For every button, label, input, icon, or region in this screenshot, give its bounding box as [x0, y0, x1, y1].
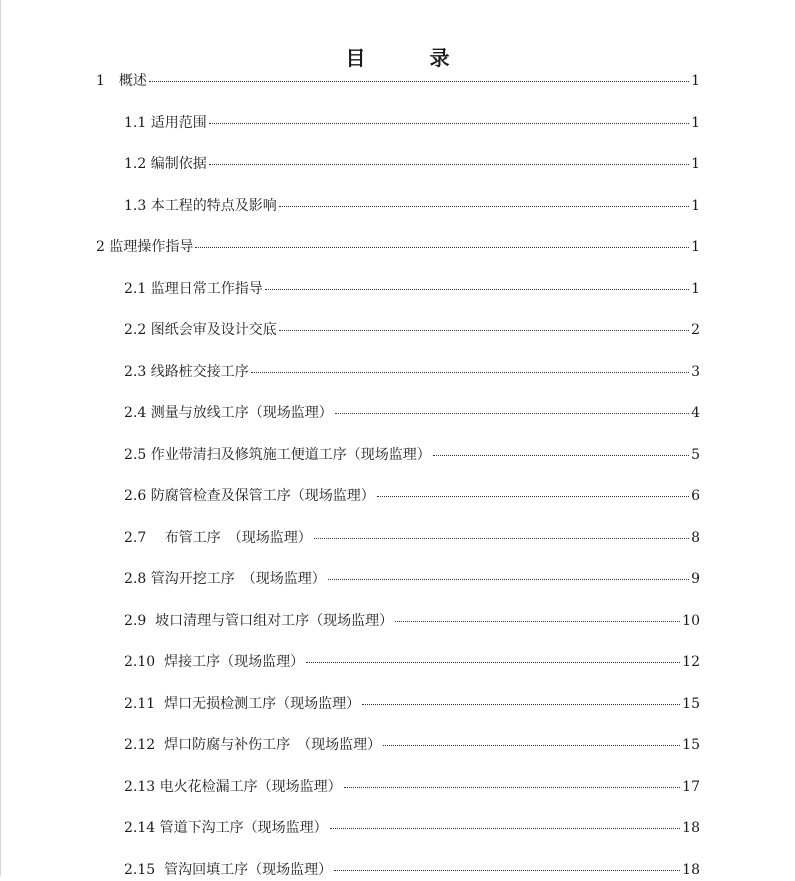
toc-entry-page: 5 — [691, 447, 700, 463]
toc-entry[interactable] — [124, 859, 700, 881]
toc-entry[interactable] — [124, 319, 700, 341]
toc-entry[interactable] — [124, 734, 700, 756]
toc-entry-label: 2.4 测量与放线工序（现场监理） — [124, 405, 333, 421]
toc-entry[interactable] — [124, 153, 700, 175]
dot-leader — [377, 496, 689, 497]
toc-entry-page: 12 — [682, 654, 700, 670]
toc-entry-page: 8 — [691, 530, 700, 546]
toc-entry-page: 1 — [691, 198, 700, 214]
dot-leader — [328, 579, 689, 580]
toc-entry-page: 15 — [682, 737, 700, 753]
toc-entry-page: 6 — [691, 488, 700, 504]
toc-entry-page: 1 — [691, 239, 700, 255]
dot-leader — [395, 621, 680, 622]
toc-entry-label: 2.1 监理日常工作指导 — [124, 281, 263, 297]
dot-leader — [314, 538, 689, 539]
dot-leader — [433, 455, 689, 456]
toc-entry-label: 1 概述 — [96, 73, 147, 89]
toc-entry-label: 2.14 管道下沟工序（现场监理） — [124, 820, 328, 836]
toc-entry[interactable] — [124, 112, 700, 134]
toc-entry-page: 9 — [691, 571, 700, 587]
toc-entry-label: 2.3 线路桩交接工序 — [124, 364, 249, 380]
toc-entry[interactable] — [124, 817, 700, 839]
toc-entry[interactable] — [124, 651, 700, 673]
toc-entry[interactable] — [124, 693, 700, 715]
toc-entry-page: 1 — [691, 73, 700, 89]
toc-entry[interactable] — [124, 361, 700, 383]
toc-entry[interactable] — [124, 568, 700, 590]
toc-entry[interactable] — [124, 195, 700, 217]
dot-leader — [265, 289, 689, 290]
toc-entry-label: 1.2 编制依据 — [124, 156, 207, 172]
dot-leader — [362, 704, 680, 705]
dot-leader — [383, 745, 680, 746]
toc-entry[interactable] — [96, 70, 700, 92]
toc-entry-label: 2.6 防腐管检查及保管工序（现场监理） — [124, 488, 375, 504]
toc-entry[interactable] — [124, 527, 700, 549]
toc-entry[interactable] — [124, 278, 700, 300]
toc-entry[interactable] — [124, 610, 700, 632]
toc-entry-label: 2 监理操作指导 — [96, 239, 194, 255]
toc-entry-page: 10 — [682, 613, 700, 629]
toc-entry-page: 18 — [682, 820, 700, 836]
toc-entry-label: 2.12 焊口防腐与补伤工序 （现场监理） — [124, 737, 382, 753]
dot-leader — [344, 787, 681, 788]
toc-entry-label: 2.15 管沟回填工序（现场监理） — [124, 862, 333, 878]
toc-entry-page: 4 — [691, 405, 700, 421]
toc-entry-label: 2.2 图纸会审及设计交底 — [124, 322, 277, 338]
dot-leader — [209, 123, 689, 124]
page-edge — [0, 0, 1, 876]
dot-leader — [334, 870, 680, 871]
toc-entry-page: 17 — [682, 779, 700, 795]
toc-entry-label: 1.3 本工程的特点及影响 — [124, 198, 277, 214]
dot-leader — [251, 372, 689, 373]
toc-entry-page: 15 — [682, 696, 700, 712]
toc-entry-label: 2.13 电火花检漏工序（现场监理） — [124, 779, 342, 795]
toc-entry-page: 1 — [691, 156, 700, 172]
dot-leader — [279, 330, 689, 331]
toc-entry-label: 2.5 作业带清扫及修筑施工便道工序（现场监理） — [124, 447, 431, 463]
toc-entry-page: 1 — [691, 115, 700, 131]
toc-entry[interactable] — [124, 402, 700, 424]
toc-entry-label: 2.7 布管工序 （现场监理） — [124, 530, 312, 546]
toc-entry-label: 2.9 坡口清理与管口组对工序（现场监理） — [124, 613, 394, 629]
dot-leader — [335, 413, 689, 414]
toc-entry[interactable] — [124, 485, 700, 507]
dot-leader — [149, 81, 689, 82]
toc-entry[interactable] — [96, 236, 700, 258]
toc-entry-label: 2.8 管沟开挖工序 （现场监理） — [124, 571, 326, 587]
toc-entry-page: 1 — [691, 281, 700, 297]
toc-entry[interactable] — [124, 444, 700, 466]
toc-entry-page: 2 — [691, 322, 700, 338]
toc-entry-page: 3 — [691, 364, 700, 380]
toc-entry-label: 1.1 适用范围 — [124, 115, 207, 131]
dot-leader — [195, 247, 689, 248]
toc-entry-label: 2.10 焊接工序（现场监理） — [124, 654, 305, 670]
dot-leader — [209, 164, 689, 165]
dot-leader — [330, 828, 681, 829]
toc-title: 目 录 — [345, 46, 472, 70]
toc-entry-label: 2.11 焊口无损检测工序（现场监理） — [124, 696, 361, 712]
toc-entry[interactable] — [124, 776, 700, 798]
dot-leader — [306, 662, 680, 663]
dot-leader — [279, 206, 689, 207]
toc-entry-page: 18 — [682, 862, 700, 878]
